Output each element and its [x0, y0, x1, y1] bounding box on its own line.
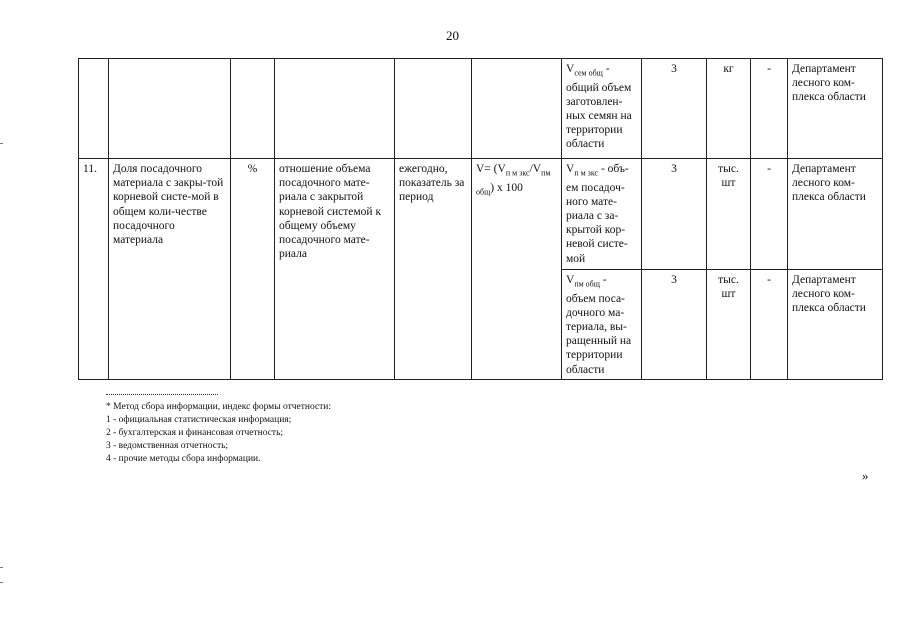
indicator-name: Доля посадочного материала с закры-той корневой систе-мой в общем коли-честве посадочного материала — [109, 159, 231, 380]
footnote-line: 2 - бухгалтерская и финансовая отчетность; — [106, 428, 284, 438]
dash-cell: - — [751, 59, 788, 159]
variable-description: $V_{пм общ}$ - объем поса-дочного ма-териала, вы-ращенный на территории области — [562, 270, 642, 380]
cell-empty — [109, 59, 231, 159]
indicator-unit: % — [231, 159, 275, 380]
scan-artifact — [0, 567, 3, 568]
table-row — [79, 59, 883, 159]
cell-empty — [395, 59, 472, 159]
indicator-formula: $V= (V_{п м зкс}/V_{пм общ})$ х 100 — [472, 159, 562, 380]
indicators-table — [78, 58, 883, 380]
responsible-cell: Департамент лесного ком-плекса области — [788, 159, 883, 270]
footnote-line: * Метод сбора информации, индекс формы отчетности: — [106, 402, 332, 412]
cell-empty — [79, 59, 109, 159]
dash-cell: - — [751, 159, 788, 270]
footnote-line: 1 - официальная статистическая информация; — [106, 415, 292, 425]
page-number: 20 — [446, 28, 459, 43]
scan-artifact — [0, 143, 3, 144]
cell-empty — [472, 59, 562, 159]
footnote-line: 3 - ведомственная отчетность; — [106, 441, 229, 451]
dash-cell: - — [751, 270, 788, 380]
indicator-definition: отношение объема посадочного мате-риала с закрытой корневой системой к общему объему посадочного мате-риала — [275, 159, 395, 380]
footnotes — [106, 394, 331, 466]
footnote-rule — [106, 394, 218, 395]
unit-cell: тыс. шт — [707, 159, 751, 270]
cell-empty — [275, 59, 395, 159]
cell-empty — [231, 59, 275, 159]
row-number: 11. — [79, 159, 109, 380]
unit-cell: кг — [707, 59, 751, 159]
closing-quote: » — [862, 468, 869, 483]
footnote-line: 4 - прочие методы сбора информации. — [106, 454, 261, 464]
method-index: 3 — [642, 270, 707, 380]
scan-artifact — [0, 582, 3, 583]
variable-description: $V_{сем общ}$ - общий объем заготовлен-ных семян на территории области — [562, 59, 642, 159]
responsible-cell: Департамент лесного ком-плекса области — [788, 270, 883, 380]
table-row — [79, 159, 883, 270]
method-index: 3 — [642, 59, 707, 159]
responsible-cell: Департамент лесного ком-плекса области — [788, 59, 883, 159]
method-index: 3 — [642, 159, 707, 270]
unit-cell: тыс. шт — [707, 270, 751, 380]
indicator-periodicity: ежегодно, показатель за период — [395, 159, 472, 380]
variable-description: $V_{п м зкс} - объ-ем$ посадоч-ного мате-риала с за-крытой кор-невой систе-мой — [562, 159, 642, 270]
